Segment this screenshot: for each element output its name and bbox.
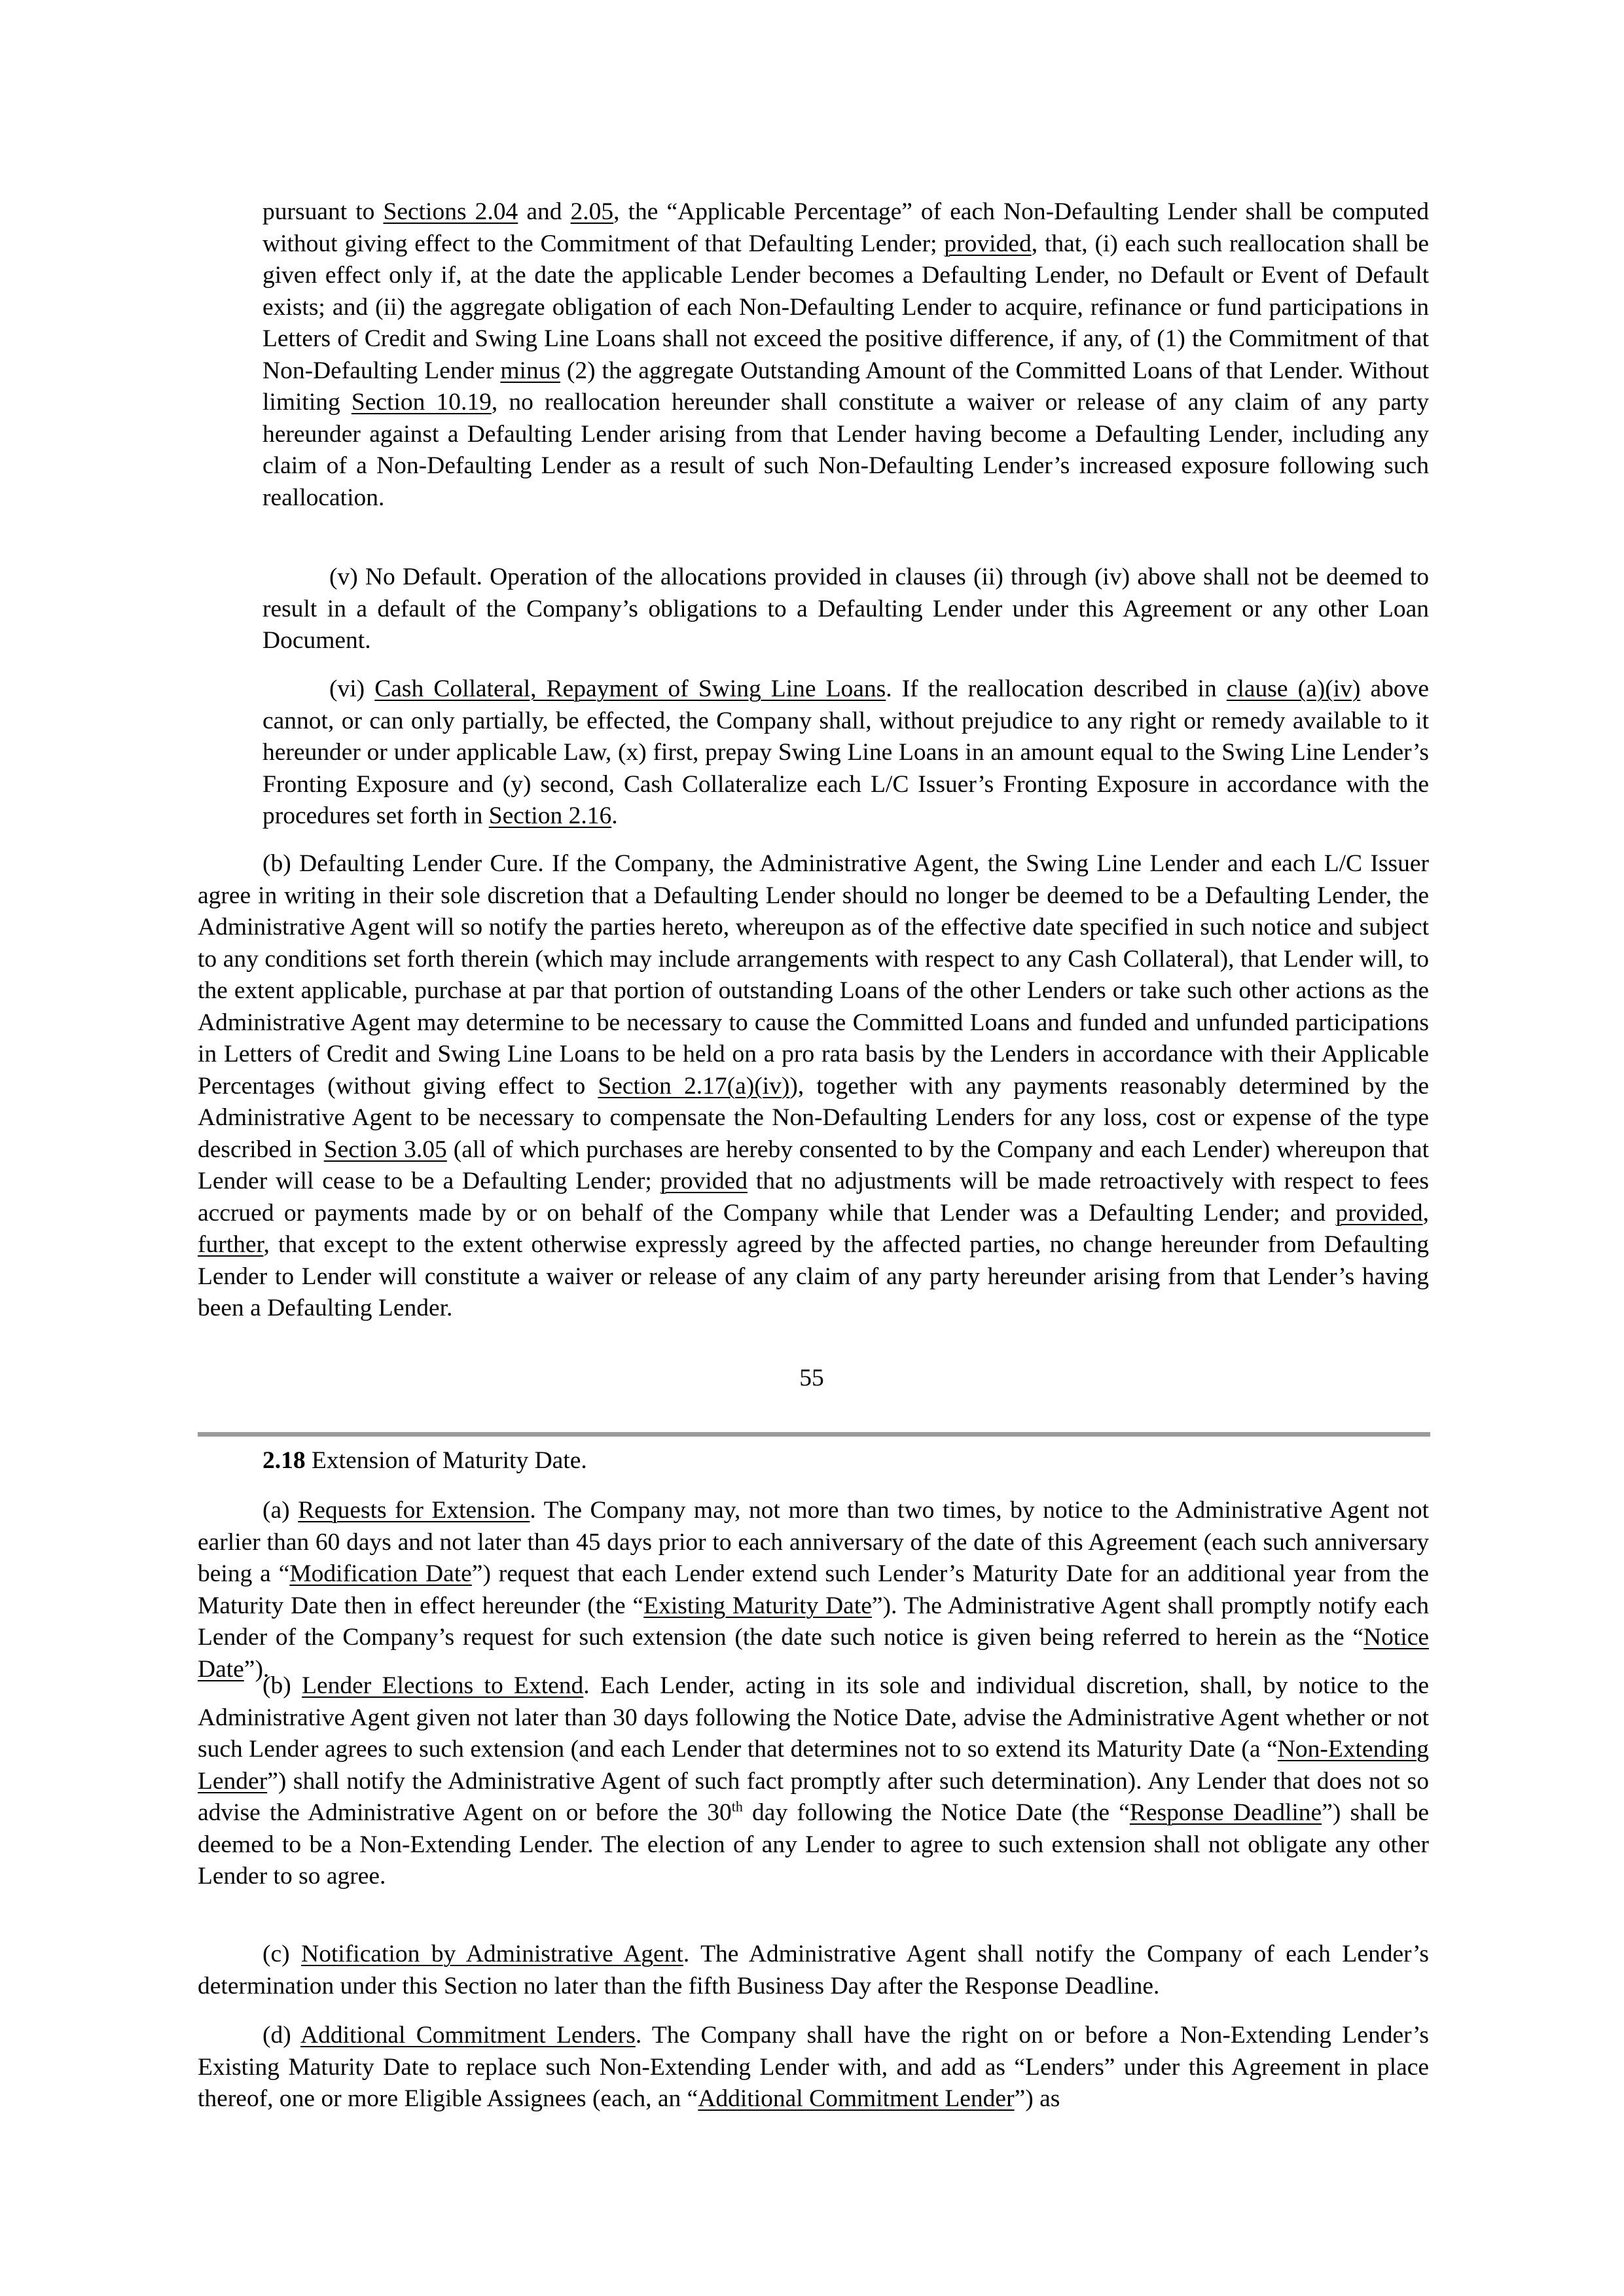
clause-heading: Lender Elections to Extend xyxy=(302,1672,584,1699)
paragraph-requests-for-extension: (a) Requests for Extension. The Company may, not more than two times, by notice to the Administrative Agent not earlier than 60 days and not later than 45 days prior to each anniversary of the date of this Agreement (each such anniversary being a “Modification Date”) request that each Lender extend such Lender’s Maturity Date for an additional year from the Maturity Date then in effect hereunder (the “Existing Maturity Date”). The Administrative Agent shall promptly notify each Lender of the Company’s request for such extension (the date such notice is given being referred to herein as the “Notice Date”). xyxy=(198,1497,1429,1683)
section-reference: Section 2.16 xyxy=(488,802,612,829)
defined-term: Existing Maturity Date xyxy=(643,1592,872,1619)
paragraph-cash-collateral: (vi) Cash Collateral, Repayment of Swing Line Loans. If the reallocation described in clause (a)(iv) above cannot, or can only partially, be effected, the Company shall, without prejudice to any right or remedy available to it hereunder or under applicable Law, (x) first, prepay Swing Line Loans in an amount equal to the Swing Line Lender’s Fronting Exposure and (y) second, Cash Collateralize each L/C Issuer’s Fronting Exposure in accordance with the procedures set forth in Section 2.16. xyxy=(262,675,1429,829)
paragraph-reallocation-continued: pursuant to Sections 2.04 and 2.05, the “Applicable Percentage” of each Non-Defaulting Lender shall be computed without giving effect to the Commitment of that Defaulting Lender; provided, that, (i) each such reallocation shall be given effect only if, at the date the applicable Lender becomes a Defaulting Lender, no Default or Event of Default exists; and (ii) the aggregate obligation of each Non-Defaulting Lender to acquire, refinance or fund participations in Letters of Credit and Swing Line Loans shall not exceed the positive difference, if any, of (1) the Commitment of that Non-Defaulting Lender minus (2) the aggregate Outstanding Amount of the Committed Loans of that Lender. Without limiting Section 10.19, no reallocation hereunder shall constitute a waiver or release of any claim of any party hereunder against a Defaulting Lender arising from that Lender having become a Defaulting Lender, including any claim of a Non-Defaulting Lender as a result of such Non-Defaulting Lender’s increased exposure following such reallocation. xyxy=(262,198,1429,511)
section-reference: 2.05 xyxy=(570,198,614,225)
page-number: 55 xyxy=(799,1365,824,1391)
clause-heading: Requests for Extension xyxy=(298,1497,530,1524)
section-reference: Sections 2.04 xyxy=(383,198,518,225)
section-reference: Section 3.05 xyxy=(323,1136,447,1163)
section-reference: Section 10.19 xyxy=(351,389,492,416)
defined-term: Notice Date xyxy=(198,1624,1429,1683)
paragraph-defaulting-lender-cure: (b) Defaulting Lender Cure. If the Company, the Administrative Agent, the Swing Line Lender and each L/C Issuer agree in writing in their sole discretion that a Defaulting Lender should no longer be deemed to be a Defaulting Lender, the Administrative Agent will so notify the parties hereto, whereupon as of the effective date specified in such notice and subject to any conditions set forth therein (which may include arrangements with respect to any Cash Collateral), that Lender will, to the extent applicable, purchase at par that portion of outstanding Loans of the other Lenders or take such other actions as the Administrative Agent may determine to be necessary to cause the Committed Loans and funded and unfunded participations in Letters of Credit and Swing Line Loans to be held on a pro rata basis by the Lenders in accordance with their Applicable Percentages (without giving effect to Section 2.17(a)(iv)), together with any payments reasonably determined by the Administrative Agent to be necessary to compensate the Non-Defaulting Lenders for any loss, cost or expense of the type described in Section 3.05 (all of which purchases are hereby consented to by the Company and each Lender) whereupon that Lender will cease to be a Defaulting Lender; provided that no adjustments will be made retroactively with respect to fees accrued or payments made by or on behalf of the Company while that Lender was a Defaulting Lender; and provided, further, that except to the extent otherwise expressly agreed by the affected parties, no change hereunder from Defaulting Lender to Lender will constitute a waiver or release of any claim of any party hereunder arising from that Lender’s having been a Defaulting Lender. xyxy=(198,850,1430,1321)
page-divider xyxy=(198,1432,1430,1437)
section-reference: Section 2.17(a)(iv) xyxy=(598,1072,790,1100)
section-heading xyxy=(262,1445,1429,1477)
paragraph-no-default: (v) No Default. Operation of the allocations provided in clauses (ii) through (iv) above shall not be deemed to result in a default of the Company’s obligations to a Defaulting Lender under this Agreement or any other Loan Document. xyxy=(262,564,1429,654)
defined-term: further xyxy=(198,1231,264,1258)
paragraph-lender-elections: (b) Lender Elections to Extend. Each Lender, acting in its sole and individual discretion, shall, by notice to the Administrative Agent given not later than 30 days following the Notice Date, advise the Administrative Agent whether or not such Lender agrees to such extension (and each Lender that determines not to so extend its Maturity Date (a “Non-Extending Lender”) shall notify the Administrative Agent of such fact promptly after such determination). Any Lender that does not so advise the Administrative Agent on or before the 30th day following the Notice Date (the “Response Deadline”) shall be deemed to be a Non-Extending Lender. The election of any Lender to agree to such extension shall not obligate any other Lender to so agree. xyxy=(198,1672,1430,1890)
clause-heading: Additional Commitment Lenders xyxy=(300,2022,636,2049)
defined-term: provided xyxy=(660,1168,748,1194)
ordinal-suffix: th xyxy=(731,1798,743,1815)
clause-heading: Cash Collateral, Repayment of Swing Line Loans xyxy=(374,675,886,702)
paragraph-additional-commitment-lenders: (d) Additional Commitment Lenders. The Company shall have the right on or before a Non-Extending Lender’s Existing Maturity Date to replace such Non-Extending Lender with, and add as “Lenders” under this Agreement in place thereof, one or more Eligible Assignees (each, an “Additional Commitment Lender”) as xyxy=(198,2022,1429,2112)
defined-term: Non-Extending Lender xyxy=(198,1736,1429,1795)
section-number: 2.18 xyxy=(262,1447,306,1474)
defined-term: Additional Commitment Lender xyxy=(698,2085,1015,2112)
clause-heading: Notification by Administrative Agent xyxy=(301,1941,683,1967)
section-title: Extension of Maturity Date. xyxy=(305,1447,587,1474)
paragraph-notification: (c) Notification by Administrative Agent. The Administrative Agent shall notify the Company of each Lender’s determination under this Section no later than the fifth Business Day after the Response Deadline. xyxy=(198,1941,1430,2000)
defined-term: minus xyxy=(500,357,561,384)
clause-reference: clause (a)(iv) xyxy=(1226,675,1361,702)
defined-term: Modification Date xyxy=(289,1560,472,1587)
defined-term: provided xyxy=(944,230,1032,257)
defined-term: Response Deadline xyxy=(1129,1799,1322,1826)
defined-term: provided xyxy=(1335,1199,1423,1227)
